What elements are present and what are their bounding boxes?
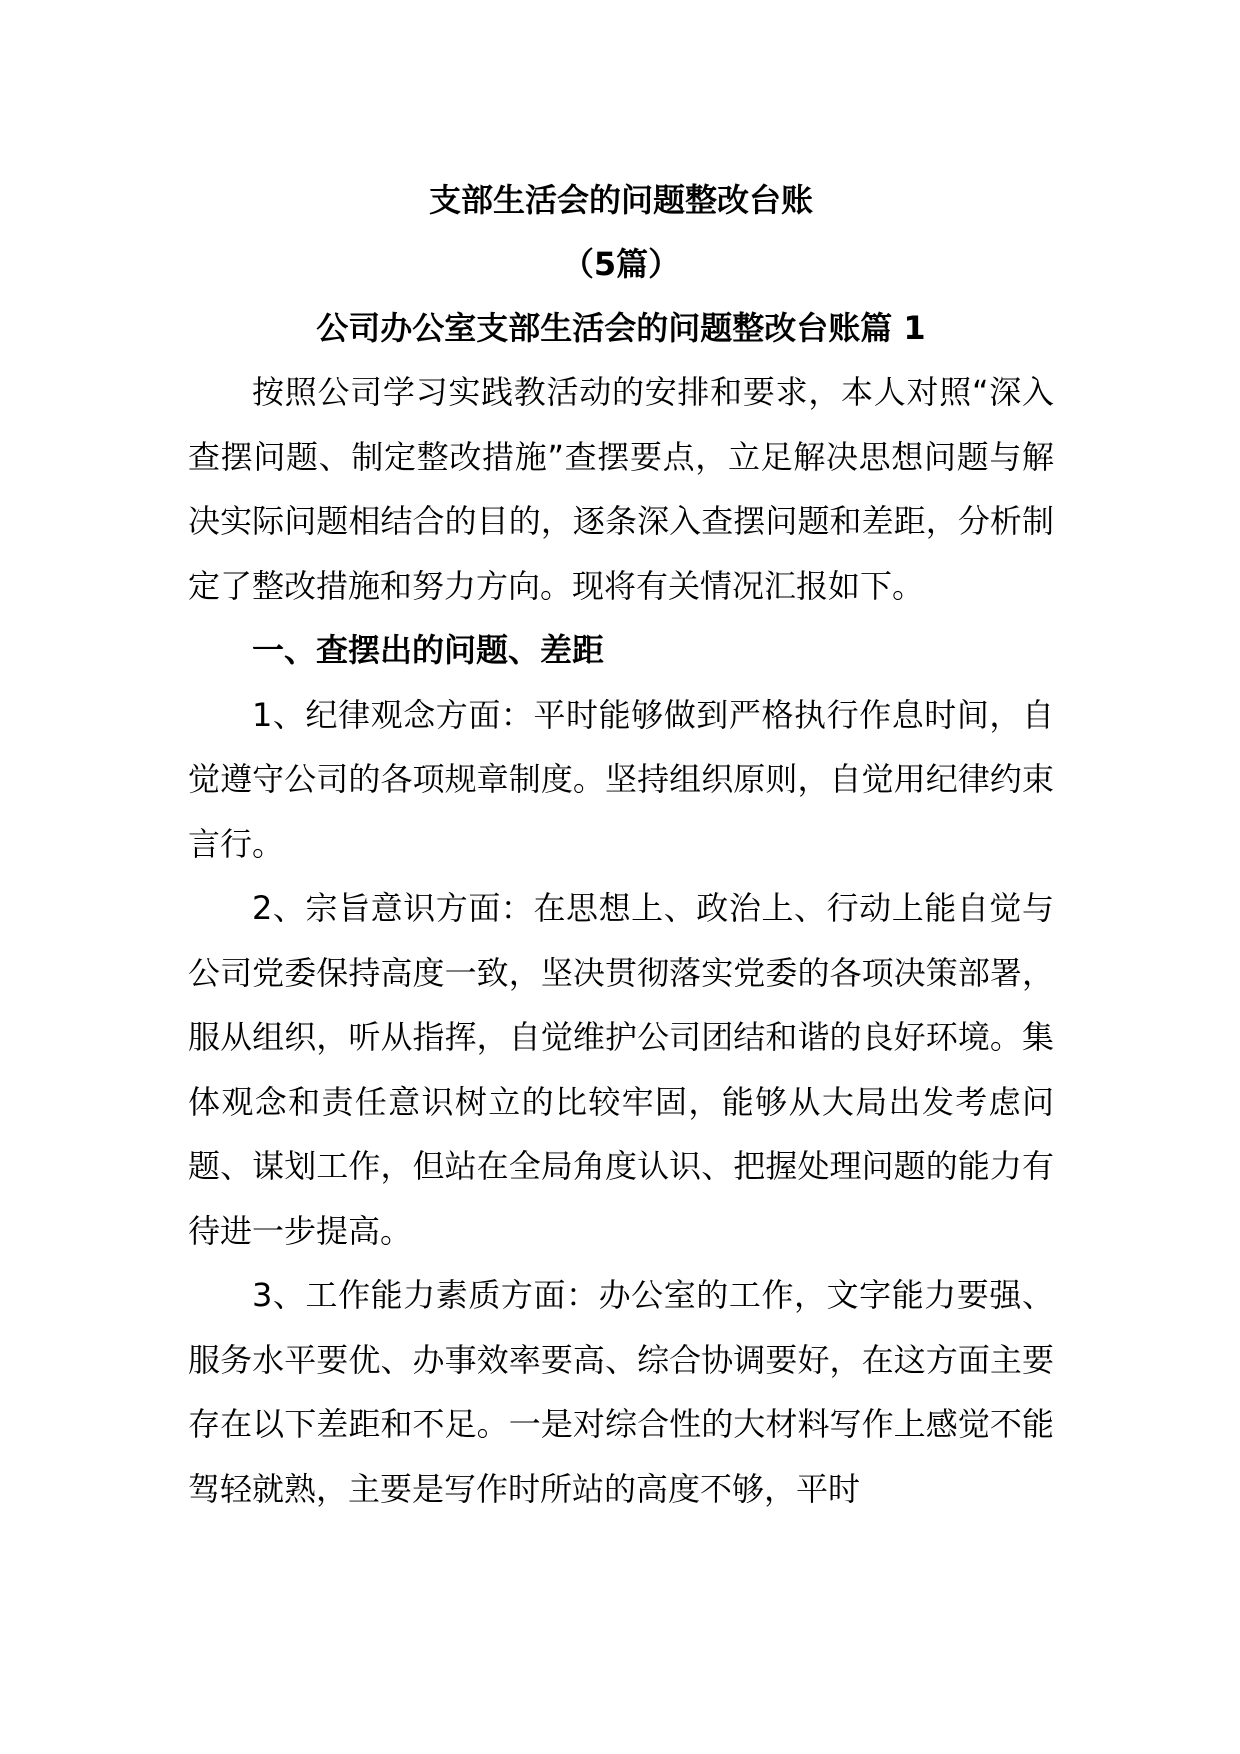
document-title-count: （5篇） — [561, 245, 681, 283]
document-subtitle: 公司办公室支部生活会的问题整改台账篇 1 — [316, 309, 926, 347]
document-title: 支部生活会的问题整改台账 — [428, 181, 813, 219]
intro-paragraph: 按照公司学习实践教活动的安排和要求，本人对照“深入查摆问题、制定整改措施”查摆要点，立足解决思想问题与解决实际问题相结合的目的，逐条深入查摆问题和差距，分析制定了整改措施和努力方向。现将有关情况汇报如下。 — [188, 373, 1054, 605]
section-heading: 一、查摆出的问题、差距 — [252, 631, 605, 669]
item-paragraph-2: 2、宗旨意识方面：在思想上、政治上、行动上能自觉与公司党委保持高度一致，坚决贯彻落实党委的各项决策部署，服从组织，听从指挥，自觉维护公司团结和谐的良好环境。集体观念和责任意识树立的比较牢固，能够从大局出发考虑问题、谋划工作，但站在全局角度认识、把握处理问题的能力有待进一步提高。 — [188, 889, 1054, 1250]
document-body — [188, 168, 1054, 1521]
item-paragraph-3: 3、工作能力素质方面：办公室的工作，文字能力要强、服务水平要优、办事效率要高、综合协调要好，在这方面主要存在以下差距和不足。一是对综合性的大材料写作上感觉不能驾轻就熟，主要是写作时所站的高度不够，平时 — [188, 1276, 1054, 1508]
item-paragraph-1: 1、纪律观念方面：平时能够做到严格执行作息时间，自觉遵守公司的各项规章制度。坚持组织原则，自觉用纪律约束言行。 — [188, 695, 1054, 863]
